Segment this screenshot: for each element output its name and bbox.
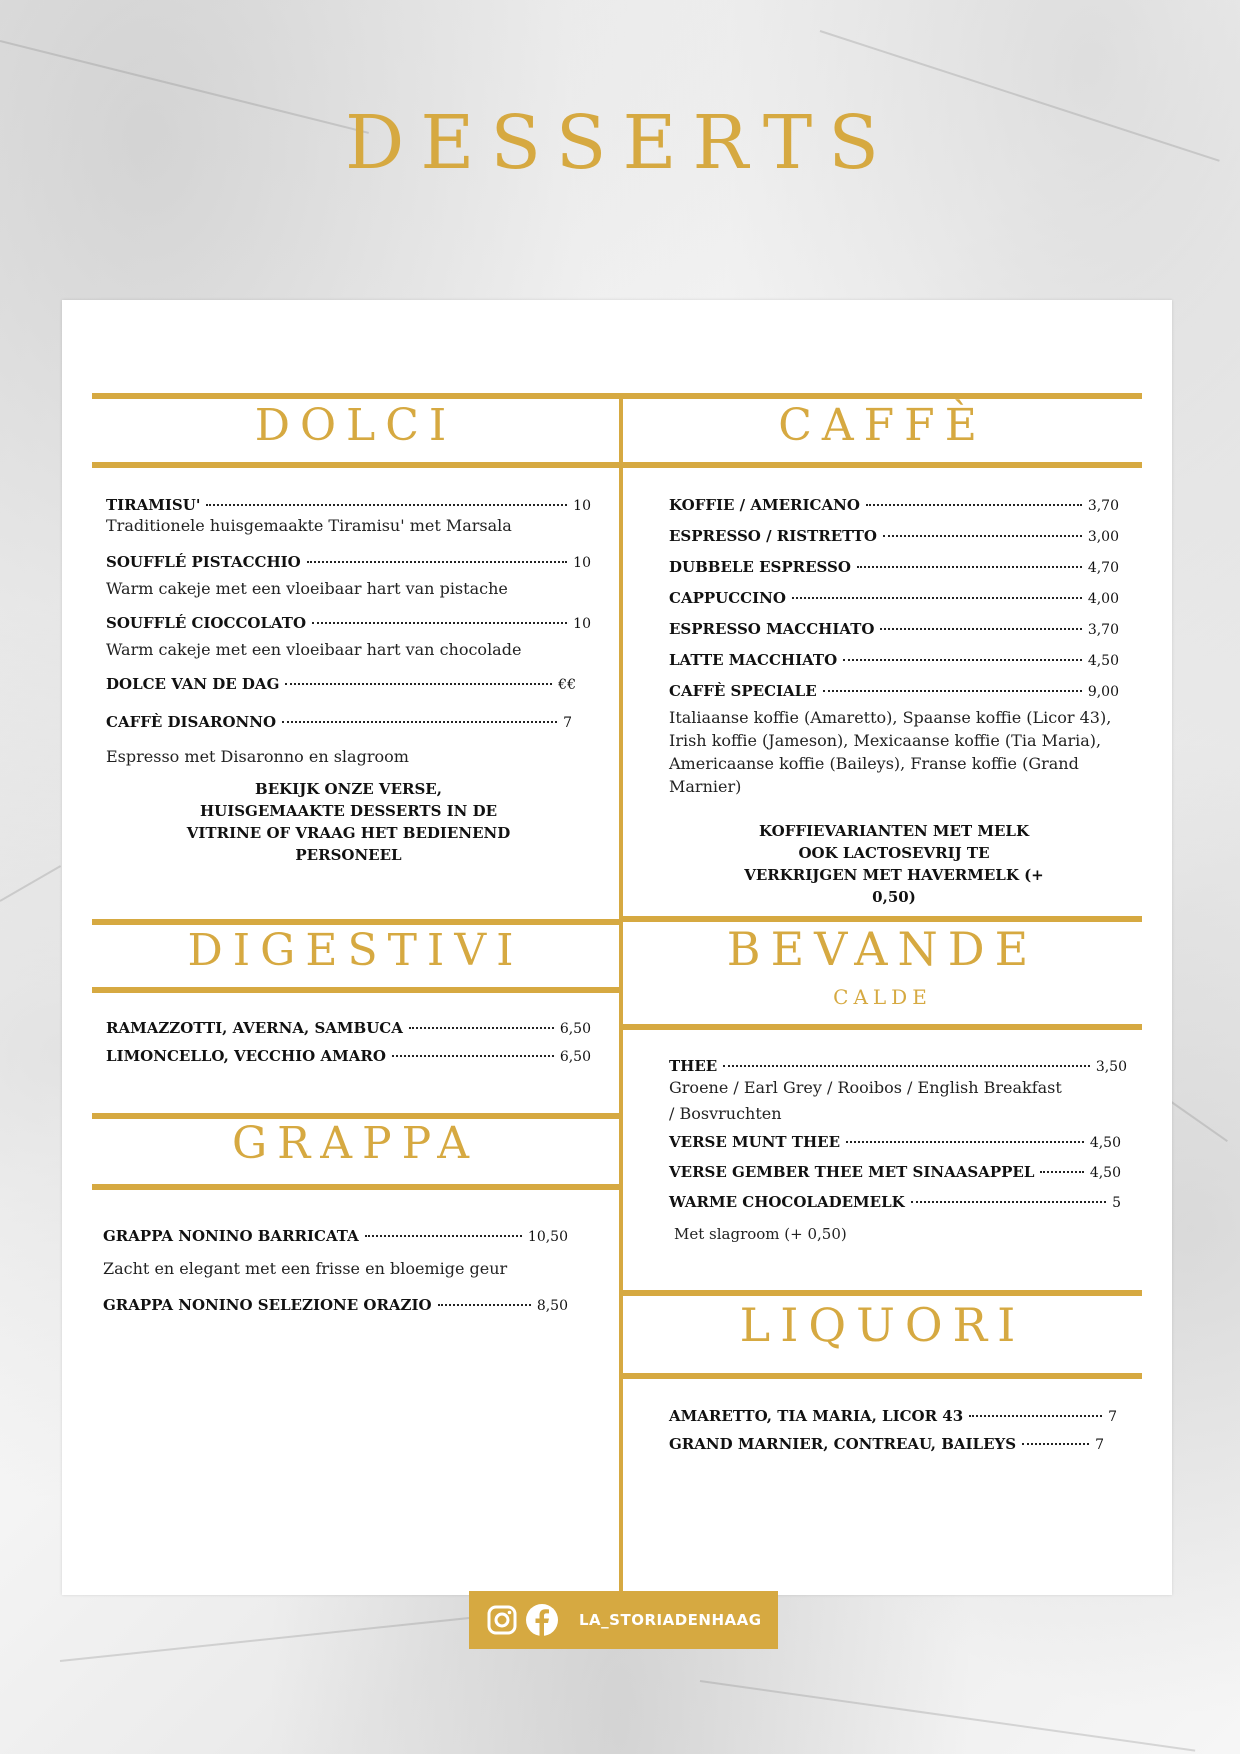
menu-item: AMARETTO, TIA MARIA, LICOR 43 7 (669, 1407, 1117, 1425)
marble-vein (700, 1680, 1195, 1752)
menu-item: TIRAMISU' 10 (106, 496, 591, 514)
menu-item: KOFFIE / AMERICANO 3,70 (669, 496, 1119, 514)
menu-item: GRAPPA NONINO SELEZIONE ORAZIO 8,50 (103, 1296, 568, 1314)
menu-item: LATTE MACCHIATO 4,50 (669, 651, 1119, 669)
marble-vein (0, 865, 61, 902)
bevande-list (669, 1057, 1127, 1246)
menu-item: VERSE MUNT THEE 4,50 (669, 1133, 1121, 1151)
item-description: Italiaanse koffie (Amaretto), Spaanse koffie (Licor 43), Irish koffie (Jameson), Mexicaanse koffie (Tia Maria), Americaanse koffie (Baileys), Franse koffie (Grand Marnier) (669, 708, 1112, 796)
item-description: Zacht en elegant met een frisse en bloemige geur (103, 1259, 508, 1278)
dolci-note: BEKIJK ONZE VERSE, HUISGEMAAKTE DESSERTS IN DE VITRINE OF VRAAG HET BEDIENEND PERSONEEL (186, 780, 511, 864)
menu-item: SOUFFLÉ CIOCCOLATO 10 (106, 614, 591, 632)
column-divider (619, 393, 623, 1633)
divider (92, 462, 1142, 468)
section-title-caffe: CAFFÈ (778, 400, 987, 451)
item-description: Espresso met Disaronno en slagroom (106, 747, 409, 766)
menu-item: VERSE GEMBER THEE MET SINAASAPPEL 4,50 (669, 1163, 1121, 1181)
menu-item: DOLCE VAN DE DAG €€ (106, 675, 576, 693)
menu-card (62, 300, 1172, 1595)
grappa-list (103, 1227, 568, 1314)
divider (623, 1024, 1142, 1030)
item-extra-note: Met slagroom (+ 0,50) (674, 1225, 847, 1243)
social-footer (469, 1591, 778, 1649)
item-description: Warm cakeje met een vloeibaar hart van chocolade (106, 640, 522, 659)
section-subtitle-calde: CALDE (833, 985, 932, 1009)
menu-item: GRAND MARNIER, CONTREAU, BAILEYS 7 (669, 1435, 1104, 1453)
section-title-dolci: DOLCI (254, 400, 457, 451)
item-description: Groene / Earl Grey / Rooibos / English Breakfast / Bosvruchten (669, 1078, 1062, 1123)
item-description: Warm cakeje met een vloeibaar hart van pistache (106, 579, 508, 598)
caffe-list (669, 496, 1119, 908)
divider (92, 987, 619, 993)
facebook-icon[interactable] (525, 1603, 559, 1637)
divider (92, 393, 1142, 399)
divider (92, 1184, 619, 1190)
menu-item: SOUFFLÉ PISTACCHIO 10 (106, 553, 591, 571)
divider (623, 1373, 1142, 1379)
caffe-note: KOFFIEVARIANTEN MET MELK OOK LACTOSEVRIJ TE VERKRIJGEN MET HAVERMELK (+ 0,50) (744, 822, 1044, 906)
item-description: Traditionele huisgemaakte Tiramisu' met Marsala (106, 516, 512, 535)
menu-item: ESPRESSO / RISTRETTO 3,00 (669, 527, 1119, 545)
section-title-bevande: BEVANDE (726, 922, 1039, 976)
menu-item: CAPPUCCINO 4,00 (669, 589, 1119, 607)
menu-item: DUBBELE ESPRESSO 4,70 (669, 558, 1119, 576)
section-title-digestivi: DIGESTIVI (187, 925, 524, 976)
section-title-grappa: GRAPPA (232, 1118, 479, 1169)
instagram-icon[interactable] (485, 1603, 519, 1637)
menu-item: CAFFÈ DISARONNO 7 (106, 713, 572, 731)
section-title-liquori: LIQUORI (739, 1298, 1026, 1352)
menu-item: RAMAZZOTTI, AVERNA, SAMBUCA 6,50 (106, 1019, 591, 1037)
dolci-list (106, 496, 591, 866)
page-title: DESSERTS (345, 100, 895, 186)
menu-item: GRAPPA NONINO BARRICATA 10,50 (103, 1227, 568, 1245)
digestivi-list (106, 1019, 591, 1065)
menu-item: WARME CHOCOLADEMELK 5 (669, 1193, 1121, 1211)
menu-item: CAFFÈ SPECIALE 9,00 (669, 682, 1119, 700)
marble-vein (1169, 1100, 1227, 1142)
social-handle[interactable]: LA_STORIADENHAAG (579, 1611, 762, 1629)
menu-item: LIMONCELLO, VECCHIO AMARO 6,50 (106, 1047, 591, 1065)
menu-item: THEE 3,50 (669, 1057, 1127, 1075)
liquori-list (669, 1407, 1117, 1453)
menu-item: ESPRESSO MACCHIATO 3,70 (669, 620, 1119, 638)
divider (623, 1290, 1142, 1296)
